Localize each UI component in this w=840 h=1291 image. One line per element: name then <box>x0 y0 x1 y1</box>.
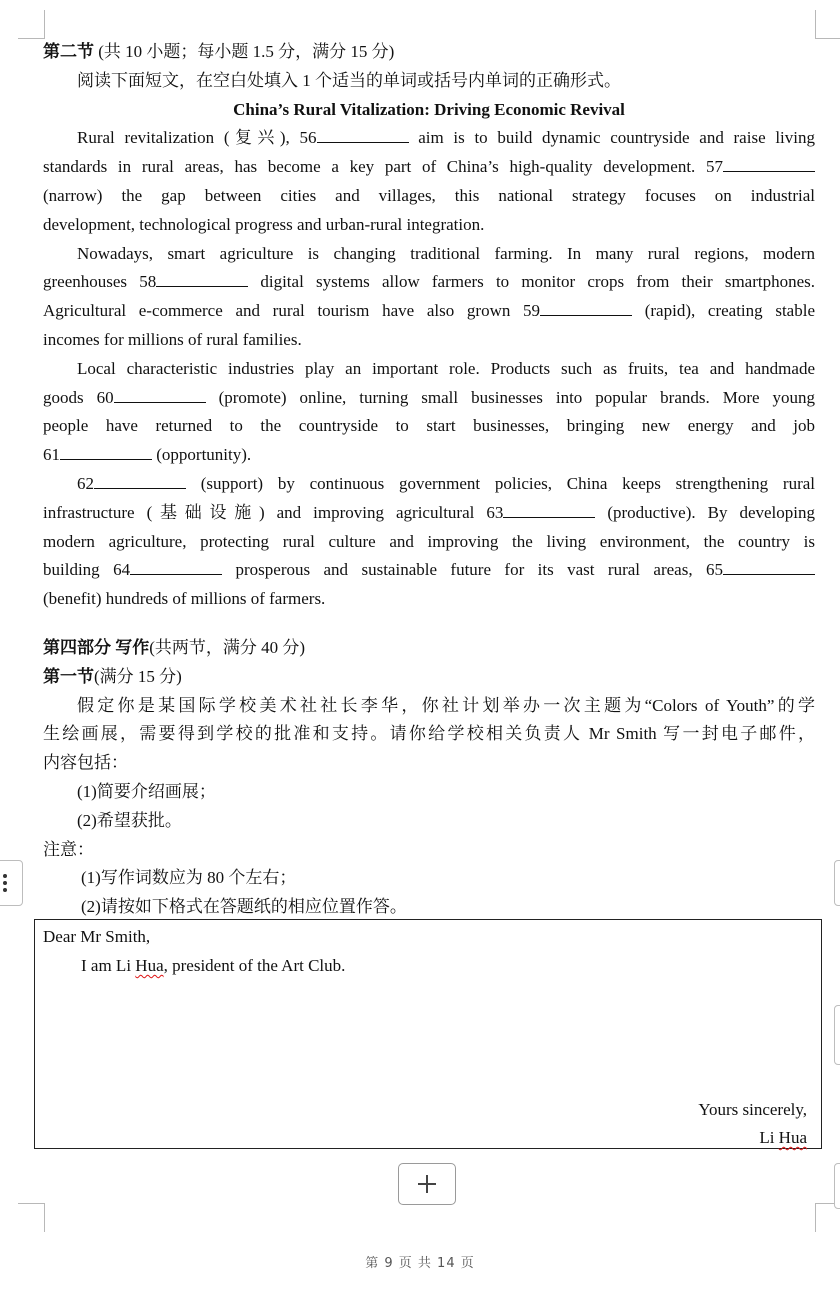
p1-line-1: Rural revitalization (复兴), 56 aim is to build dynamic countryside and raise living <box>77 128 815 148</box>
letter-body: I am Li Hua, president of the Art Club. <box>81 956 346 975</box>
spellcheck-underline: Hua <box>135 956 164 975</box>
letter-greeting: Dear Mr Smith, <box>43 927 151 946</box>
more-options-button[interactable] <box>0 860 23 906</box>
p4-line-5: (benefit) hundreds of millions of farmers. <box>43 589 326 609</box>
crop-mark-top-left <box>18 10 45 39</box>
p3-line-1: Local characteristic industries play an important role. Products such as fruits, tea and handmade <box>77 358 815 378</box>
answer-blank-60[interactable] <box>114 386 206 403</box>
p4-line-3: modern agriculture, protecting rural culture and improving the living environment, the country is <box>43 531 815 551</box>
answer-blank-59[interactable] <box>540 299 632 316</box>
p4-line-1: 62 (support) by continuous government policies, China keeps strengthening rural <box>77 473 815 493</box>
document-body <box>43 38 815 922</box>
task-line-3: 内容包括： <box>43 753 128 773</box>
part4-subheading: 第一节(满分 15 分) <box>43 666 182 686</box>
answer-blank-57[interactable] <box>723 155 815 172</box>
p1-line-3: (narrow) the gap between cities and villages, this national strategy focuses on industrial <box>43 185 815 205</box>
page-number: 第 9 页 共 14 页 <box>365 1256 475 1271</box>
task-line-1: 假定你是某国际学校美术社社长李华，你社计划举办一次主题为“Colors of Youth”的学 <box>77 695 815 715</box>
section-heading-rest: (共 10 小题；每小题 1.5 分，满分 15 分) <box>94 42 395 61</box>
answer-blank-58[interactable] <box>156 270 248 287</box>
p2-line-1: Nowadays, smart agriculture is changing traditional farming. In many rural regions, modern <box>77 243 815 263</box>
right-panel-tab-2[interactable] <box>834 1005 840 1065</box>
task-line-2: 生绘画展，需要得到学校的批准和支持。请你给学校相关负责人 Mr Smith 写一封电子邮件， <box>43 724 815 744</box>
letter-signature: Li Hua <box>759 1128 807 1147</box>
p1-line-2: standards in rural areas, has become a key part of China’s high-quality development. 57 <box>43 153 815 182</box>
letter-template-box <box>34 919 822 1149</box>
spacer <box>43 614 815 634</box>
p2-line-3: Agricultural e-commerce and rural tourism have also grown 59 (rapid), creating stable <box>43 301 815 321</box>
letter-closing: Yours sincerely, <box>698 1100 807 1119</box>
p2-line-2: greenhouses 58 digital systems allow farmers to monitor crops from their smartphones. <box>43 272 816 292</box>
plus-icon <box>416 1173 438 1195</box>
instruction: 阅读下面短文，在空白处填入 1 个适当的单词或括号内单词的正确形式。 <box>77 70 621 90</box>
answer-blank-62[interactable] <box>94 472 186 489</box>
task-item-1: (1)简要介绍画展； <box>77 781 216 801</box>
crop-mark-bottom-left <box>18 1203 45 1232</box>
more-vertical-icon <box>0 861 22 905</box>
task-item-2: (2)希望获批。 <box>77 810 182 830</box>
answer-blank-61[interactable] <box>60 443 152 460</box>
p1-line-4: development, technological progress and urban-rural integration. <box>43 214 485 234</box>
p2-line-4: incomes for millions of rural families. <box>43 329 302 349</box>
answer-blank-63[interactable] <box>503 501 595 518</box>
p4-line-4: building 64 prosperous and sustainable future for its vast rural areas, 65 <box>43 556 815 585</box>
note-label: 注意： <box>43 839 94 859</box>
section-heading-bold: 第二节 <box>43 42 94 61</box>
p3-line-3: people have returned to the countryside to start businesses, bringing new energy and job <box>43 416 815 436</box>
p3-line-4: 61 (opportunity). <box>43 445 252 465</box>
answer-blank-56[interactable] <box>317 126 409 143</box>
p3-line-2: goods 60 (promote) online, turning small businesses into popular brands. More young <box>43 387 815 407</box>
note-item-1: (1)写作词数应为 80 个左右； <box>81 868 297 888</box>
add-page-button[interactable] <box>398 1163 456 1205</box>
answer-blank-64[interactable] <box>130 558 222 575</box>
right-panel-tab-3[interactable] <box>834 1163 840 1209</box>
part4-heading: 第四部分 写作(共两节，满分 40 分) <box>43 637 306 657</box>
passage-title: China’s Rural Vitalization: Driving Economic Revival <box>233 99 625 119</box>
answer-blank-65[interactable] <box>723 558 815 575</box>
right-panel-tab-1[interactable] <box>834 860 840 906</box>
section-heading <box>43 38 815 67</box>
note-item-2: (2)请按如下格式在答题纸的相应位置作答。 <box>81 897 407 917</box>
spellcheck-underline: Hua <box>778 1128 807 1147</box>
crop-mark-top-right <box>815 10 840 39</box>
p4-line-2: infrastructure (基础设施) and improving agricultural 63 (productive). By developing <box>43 502 815 522</box>
